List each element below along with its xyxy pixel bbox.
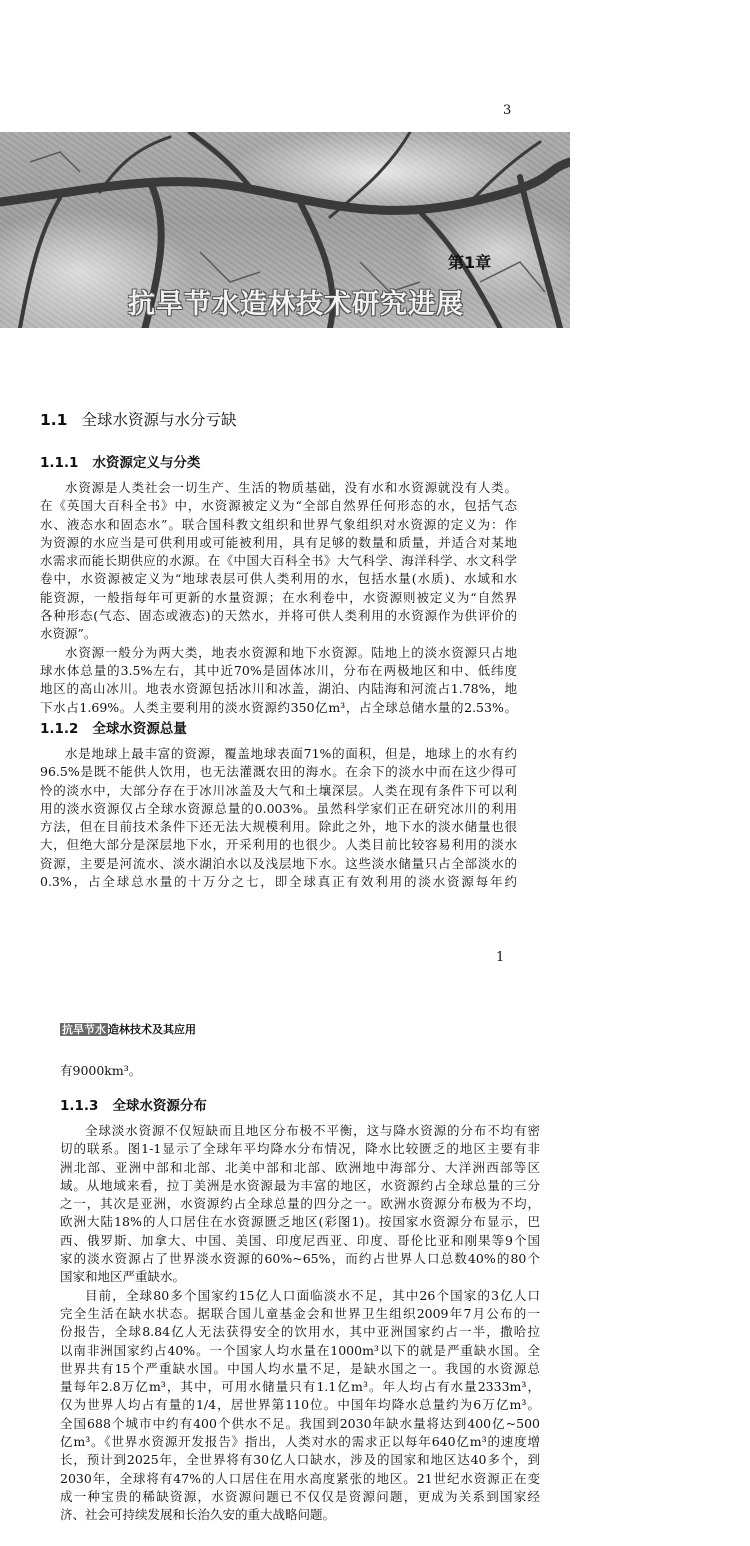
text-line: 洲北部、亚洲中部和北部、北美中部和北部、欧洲地中海部分、大洋洲西部等区 [60,1159,540,1175]
chapter-title: 抗旱节水造林技术研究进展 [128,289,464,320]
text-line: 西、俄罗斯、加拿大、中国、美国、印度尼西亚、印度、哥伦比亚和刚果等9个国 [60,1232,540,1248]
text-line: 家的淡水资源占了世界淡水资源的60%~65%，而约占世界人口总数40%的80个 [60,1251,540,1267]
section-title: 全球水资源分布 [112,1098,207,1114]
section-heading-1-1-3 [60,1094,207,1114]
text-line: 欧洲大陆18%的人口居住在水资源匮乏地区(彩图1)。按国家水资源分布显示，巴 [60,1214,540,1230]
text-line: 成一种宝贵的稀缺资源，水资源问题已不仅仅是资源问题，更成为关系到国家经 [60,1488,540,1504]
text-line: 仅为世界人均占有量的1/4，居世界第110位。中国年均降水总量约为6万亿m³。 [60,1397,540,1413]
section-title: 全球水资源总量 [92,721,187,737]
text-line: 亿m³。《世界水资源开发报告》指出，人类对水的需求正以每年640亿m³的速度增 [60,1434,540,1450]
text-line: 以南非洲国家约占40%。一个国家人均水量在1000m³以下的就是严重缺水国。全 [60,1342,540,1358]
text-line: 有9000km³。 [60,1063,142,1078]
paragraph-continuation [60,1062,540,1080]
running-head-highlight: 抗旱节水 [62,1023,106,1036]
text-line: 水需求而能长期供应的水源。在《中国大百科全书》大气科学、海洋科学、水文科学 [40,553,517,569]
text-line: 为资源的水应当是可供利用或可能被利用，具有足够的数量和质量，并适合对某地 [40,534,517,550]
page-number: 3 [503,103,512,118]
text-line: 全球淡水资源不仅短缺而且地区分布极不平衡，这与降水资源的分布不均有密 [85,1123,540,1138]
text-line: 地区的高山冰川。地表水资源包括冰川和冰盖，湖泊、内陆海和河流占1.78%，地 [40,681,517,697]
text-line: 水、液态水和固态水”。联合国科教文组织和世界气象组织对水资源的定义为：作 [40,516,517,532]
section-title: 水资源定义与分类 [92,455,201,471]
text-line: 水资源是人类社会一切生产、生活的物质基础，没有水和水资源就没有人类。 [65,480,517,495]
text-line: 份报告，全球8.84亿人无法获得安全的饮用水，其中亚洲国家约占一半，撒哈拉 [60,1324,540,1340]
text-line: 用的淡水资源仅占全球水资源总量的0.003%。虽然科学家们正在研究冰川的利用 [40,800,517,816]
text-line: 96.5%是既不能供人饮用，也无法灌溉农田的海水。在余下的淡水中而在这少得可 [40,764,517,780]
text-line: 2030年，全球将有47%的人口居住在用水高度紧张的地区。21世纪水资源正在变 [60,1470,540,1486]
section-heading-1-1-2 [40,717,187,737]
running-head-rest: 造林技术及其应用 [108,1023,196,1036]
text-line: 全国688个城市中约有400个供水不足。我国到2030年缺水量将达到400亿~500 [60,1415,540,1431]
text-line: 下水占1.69%。人类主要利用的淡水资源约350亿m³，占全球总储水量的2.53%。 [40,699,517,715]
section-number: 1.1.3 [60,1098,99,1114]
paragraph [40,479,517,717]
text-line: 能资源，一般指每年可更新的水量资源；在水利卷中，水资源则被定义为“自然界 [40,589,517,605]
section-title: 全球水资源与水分亏缺 [81,411,237,429]
text-line: 切的联系。图1-1显示了全球年平均降水分布情况，降水比较匮乏的地区主要有非 [60,1141,540,1157]
text-line: 在《英国大百科全书》中，水资源被定义为“全部自然界任何形态的水，包括气态 [40,498,517,514]
section-heading-1-1 [40,408,236,430]
text-line: 资源，主要是河流水、淡水湖泊水以及浅层地下水。这些淡水储量只占全部淡水的 [40,855,517,871]
text-line: 之一，其次是亚洲，水资源约占全球总量的四分之一。欧洲水资源分布极为不均， [60,1196,540,1212]
text-line: 域。从地域来看，拉丁美洲是水资源最为丰富的地区，水资源约占全球总量的三分 [60,1177,540,1193]
chapter-number: 第1章 [448,253,492,272]
text-line: 0.3%，占全球总水量的十万分之七，即全球真正有效利用的淡水资源每年约 [40,874,517,890]
text-line: 水是地球上最丰富的资源，覆盖地球表面71%的面积，但是，地球上的水有约 [65,746,517,761]
text-line: 各种形态(气态、固态或液态)的天然水，并将可供人类利用的水资源作为供评价的 [40,608,517,624]
text-line: 水资源一般分为两大类，地表水资源和地下水资源。陆地上的淡水资源只占地 [65,644,517,660]
running-head [60,1021,196,1037]
text-line: 世界共有15个严重缺水国。中国人均水量不足，是缺水国之一。我国的水资源总 [60,1360,540,1376]
text-line: 大，但绝大部分是深层地下水，开采利用的也很少。人类目前比较容易利用的淡水 [40,837,517,853]
text-line: 量每年2.8万亿m³，其中，可用水储量只有1.1亿m³。年人均占有水量2333m³， [60,1379,540,1395]
paragraph [60,1122,540,1525]
text-line: 球水体总量的3.5%左右，其中近70%是固体冰川，分布在两极地区和中、低纬度 [40,662,517,678]
text-line: 济、社会可持续发展和长治久安的重大战略问题。 [60,1507,336,1523]
footer-page-number: 1 [496,950,505,965]
text-line: 怜的淡水中，大部分存在于冰川冰盖及大气和土壤深层。人类在现有条件下可以利 [40,782,517,798]
section-number: 1.1.2 [40,721,79,737]
text-line: 方法，但在目前技术条件下还无法大规模利用。除此之外，地下水的淡水储量也很 [40,819,517,835]
text-line: 国家和地区严重缺水。 [60,1269,186,1285]
paragraph [40,745,517,891]
section-heading-1-1-1 [40,451,200,471]
chapter-banner [0,132,570,328]
text-line: 目前，全球80多个国家约15亿人口面临淡水不足，其中26个国家的3亿人口 [85,1287,540,1303]
text-line: 水资源”。 [40,626,97,642]
section-number: 1.1 [40,411,68,429]
section-number: 1.1.1 [40,455,79,471]
text-line: 完全生活在缺水状态。据联合国儿童基金会和世界卫生组织2009年7月公布的一 [60,1305,540,1321]
text-line: 长，预计到2025年，全世界将有30亿人口缺水，涉及的国家和地区达40多个，到 [60,1452,540,1468]
text-line: 卷中，水资源被定义为“地球表层可供人类利用的水，包括水量(水质)、水域和水 [40,571,517,587]
